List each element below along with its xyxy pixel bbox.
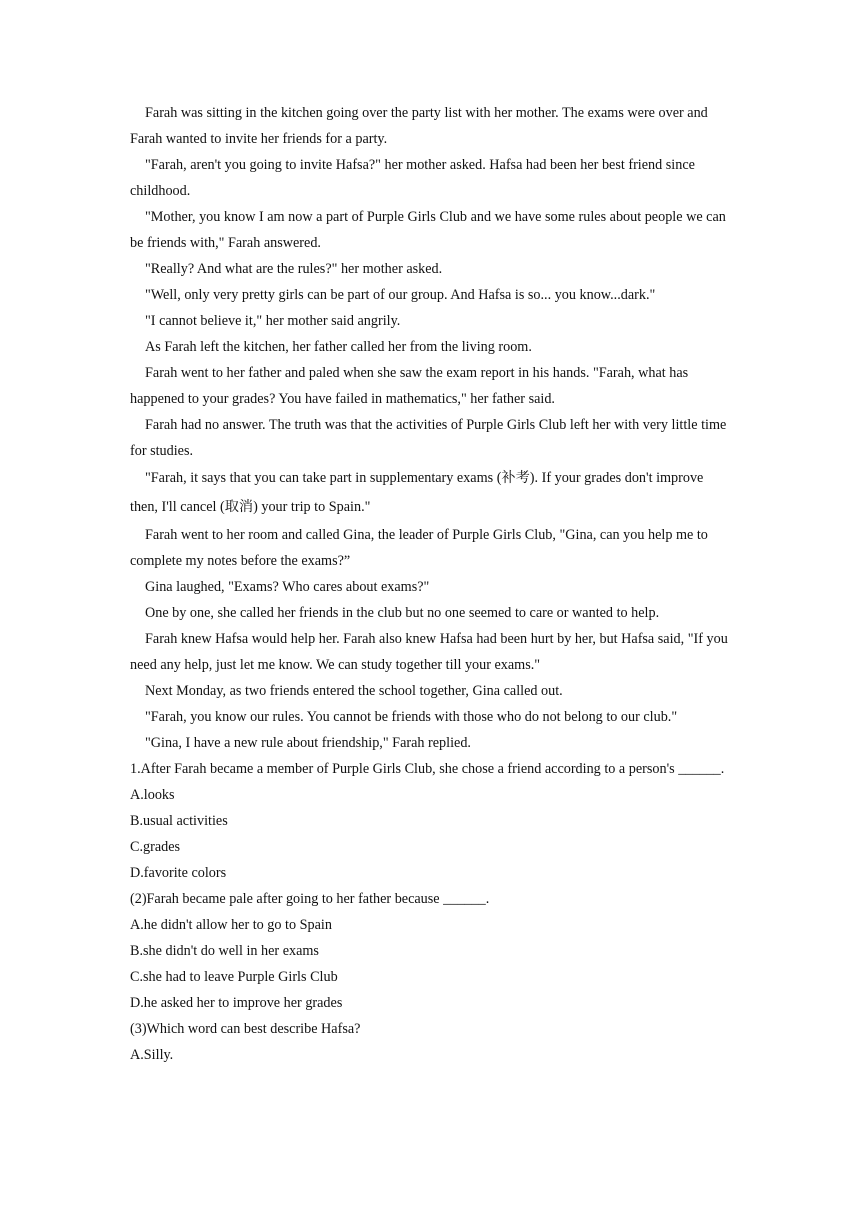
- answer-option: B.usual activities: [130, 813, 228, 829]
- reading-passage: [130, 100, 730, 756]
- passage-paragraph: Farah had no answer. The truth was that the activities of Purple Girls Club left her with very little time for studies.: [130, 417, 727, 459]
- passage-paragraph: "Farah, it says that you can take part in supplementary exams (补考). If your grades don't improve then, I'll cancel (取消) your trip to Spain.": [130, 470, 704, 515]
- answer-option: B.she didn't do well in her exams: [130, 943, 319, 959]
- answer-option: D.he asked her to improve her grades: [130, 995, 343, 1011]
- passage-paragraph: Farah went to her room and called Gina, the leader of Purple Girls Club, "Gina, can you help me to complete my notes before the exams?”: [130, 527, 708, 569]
- passage-paragraph: "Farah, aren't you going to invite Hafsa?" her mother asked. Hafsa had been her best friend since childhood.: [130, 157, 695, 199]
- passage-paragraph: Next Monday, as two friends entered the school together, Gina called out.: [145, 683, 563, 699]
- passage-paragraph: Farah went to her father and paled when she saw the exam report in his hands. "Farah, what has happened to your grades? You have failed in mathematics," her father said.: [130, 365, 689, 407]
- passage-paragraph: "Farah, you know our rules. You cannot be friends with those who do not belong to our club.": [145, 709, 678, 725]
- question-3: [130, 1016, 730, 1068]
- passage-paragraph: As Farah left the kitchen, her father called her from the living room.: [145, 339, 532, 355]
- question-1: [130, 756, 730, 886]
- answer-option: A.he didn't allow her to go to Spain: [130, 917, 332, 933]
- passage-paragraph: Gina laughed, "Exams? Who cares about exams?": [145, 579, 430, 595]
- passage-paragraph: "I cannot believe it," her mother said angrily.: [145, 313, 401, 329]
- passage-paragraph: One by one, she called her friends in the club but no one seemed to care or wanted to help.: [145, 605, 660, 621]
- passage-paragraph: "Gina, I have a new rule about friendship," Farah replied.: [145, 735, 471, 751]
- answer-option: D.favorite colors: [130, 865, 227, 881]
- question-stem: (3)Which word can best describe Hafsa?: [130, 1021, 361, 1037]
- answer-option: A.Silly.: [130, 1047, 174, 1063]
- answer-option: C.grades: [130, 839, 181, 855]
- document-page: [130, 100, 730, 1068]
- passage-paragraph: "Mother, you know I am now a part of Purple Girls Club and we have some rules about people we can be friends with," Farah answered.: [130, 209, 726, 251]
- answer-option: A.looks: [130, 787, 175, 803]
- question-stem: (2)Farah became pale after going to her father because ______.: [130, 891, 490, 907]
- passage-paragraph: "Really? And what are the rules?" her mother asked.: [145, 261, 443, 277]
- passage-paragraph: Farah knew Hafsa would help her. Farah also knew Hafsa had been hurt by her, but Hafsa said, "If you need any help, just let me know. We can study together till your exams.": [130, 631, 728, 673]
- question-stem: 1.After Farah became a member of Purple Girls Club, she chose a friend according to a person's ______.: [130, 761, 725, 777]
- passage-paragraph: "Well, only very pretty girls can be part of our group. And Hafsa is so... you know...dark.": [145, 287, 656, 303]
- passage-paragraph: Farah was sitting in the kitchen going over the party list with her mother. The exams were over and Farah wanted to invite her friends for a party.: [130, 105, 708, 147]
- answer-option: C.she had to leave Purple Girls Club: [130, 969, 338, 985]
- question-2: [130, 886, 730, 1016]
